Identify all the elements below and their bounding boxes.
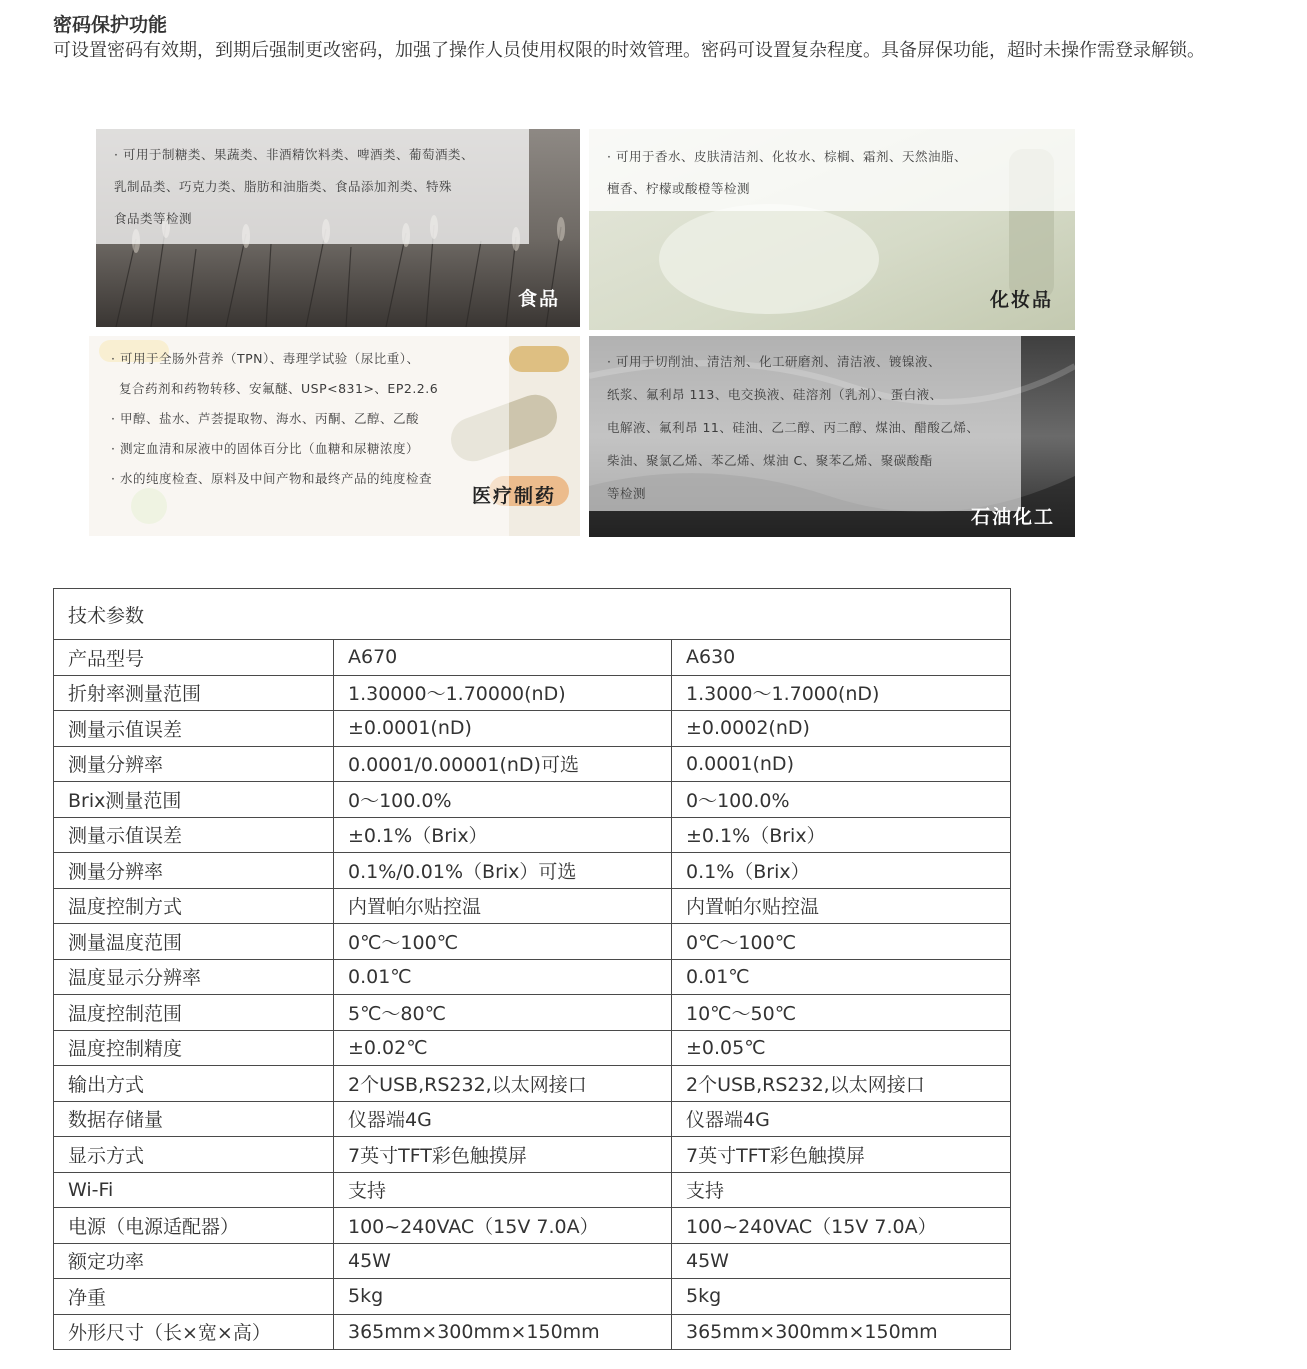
spec-value-a630: 0℃～100℃ xyxy=(672,924,1011,960)
spec-param-name: Brix测量范围 xyxy=(54,782,334,818)
spec-value-a630: 5kg xyxy=(672,1279,1011,1315)
spec-value-a670: ±0.02℃ xyxy=(334,1030,672,1066)
spec-value-a630: 365mm×300mm×150mm xyxy=(672,1314,1011,1350)
spec-param-name: 温度控制范围 xyxy=(54,995,334,1031)
spec-value-a670: 内置帕尔贴控温 xyxy=(334,888,672,924)
section-title: 密码保护功能 xyxy=(53,14,168,36)
spec-value-a670: 365mm×300mm×150mm xyxy=(334,1314,672,1350)
table-row xyxy=(54,1279,1011,1315)
spec-value-a630: ±0.1%（Brix） xyxy=(672,817,1011,853)
spec-value-a670: 100~240VAC（15V 7.0A） xyxy=(334,1208,672,1244)
spec-value-a630: ±0.0002(nD) xyxy=(672,711,1011,747)
spec-param-name: Wi-Fi xyxy=(54,1172,334,1208)
spec-value-a630: 10℃～50℃ xyxy=(672,995,1011,1031)
spec-param-name: 输出方式 xyxy=(54,1066,334,1102)
spec-param-name: 测量温度范围 xyxy=(54,924,334,960)
panel-petrochem-label: 石油化工 xyxy=(970,506,1055,528)
panel-medical xyxy=(89,336,580,536)
table-row xyxy=(54,1208,1011,1244)
spec-value-a670: 0.0001/0.00001(nD)可选 xyxy=(334,746,672,782)
spec-param-name: 温度控制方式 xyxy=(54,888,334,924)
panel-petrochem-line: · 可用于切削油、清洁剂、化工研磨剂、清洁液、镀镍液、 xyxy=(607,354,941,369)
table-row xyxy=(54,711,1011,747)
spec-table xyxy=(53,588,1011,1350)
panel-cosmetics-line: 檀香、柠檬或酸橙等检测 xyxy=(607,181,751,196)
spec-value-a670: 5℃～80℃ xyxy=(334,995,672,1031)
panel-medical-line: · 水的纯度检查、原料及中间产物和最终产品的纯度检查 xyxy=(111,471,432,486)
panel-food-label: 食品 xyxy=(517,288,560,310)
table-row xyxy=(54,1243,1011,1279)
spec-value-a670: 仪器端4G xyxy=(334,1101,672,1137)
spec-value-a670: 5kg xyxy=(334,1279,672,1315)
table-row xyxy=(54,1172,1011,1208)
panel-food-line: 食品类等检测 xyxy=(114,211,193,226)
spec-param-name: 温度显示分辨率 xyxy=(54,959,334,995)
spec-table-header-row xyxy=(54,589,1011,640)
spec-param-name: 测量分辨率 xyxy=(54,853,334,889)
spec-value-a630: 2个USB,RS232,以太网接口 xyxy=(672,1066,1011,1102)
spec-value-a630: 内置帕尔贴控温 xyxy=(672,888,1011,924)
spec-value-a630: 100~240VAC（15V 7.0A） xyxy=(672,1208,1011,1244)
spec-param-name: 显示方式 xyxy=(54,1137,334,1173)
table-row xyxy=(54,924,1011,960)
spec-param-name: 数据存储量 xyxy=(54,1101,334,1137)
panel-cosmetics xyxy=(589,129,1075,330)
spec-param-name: 额定功率 xyxy=(54,1243,334,1279)
spec-value-a630: 7英寸TFT彩色触摸屏 xyxy=(672,1137,1011,1173)
spec-param-name: 产品型号 xyxy=(54,640,334,676)
panel-petrochem-line: 柴油、聚氯乙烯、苯乙烯、煤油 C、聚苯乙烯、聚碳酸酯 xyxy=(607,453,933,468)
spec-value-a630: 0.0001(nD) xyxy=(672,746,1011,782)
spec-param-name: 折射率测量范围 xyxy=(54,675,334,711)
table-row xyxy=(54,888,1011,924)
panel-medical-line: · 甲醇、盐水、芦荟提取物、海水、丙酮、乙醇、乙酸 xyxy=(111,411,419,426)
table-row xyxy=(54,1030,1011,1066)
panel-food xyxy=(96,129,580,327)
panel-medical-label: 医疗制药 xyxy=(471,485,556,507)
panel-medical-line: 复合药剂和药物转移、安氟醚、USP<831>、EP2.2.6 xyxy=(119,381,439,396)
spec-value-a670: 1.30000～1.70000(nD) xyxy=(334,675,672,711)
panel-petrochem-line: 纸浆、氟利昂 113、电交换液、硅溶剂（乳剂）、蛋白液、 xyxy=(607,387,943,402)
spec-value-a630: 支持 xyxy=(672,1172,1011,1208)
spec-value-a670: A670 xyxy=(334,640,672,676)
table-row xyxy=(54,746,1011,782)
table-row xyxy=(54,1314,1011,1350)
table-row xyxy=(54,1137,1011,1173)
spec-value-a630: 0.1%（Brix） xyxy=(672,853,1011,889)
spec-table-header: 技术参数 xyxy=(54,589,1011,640)
table-row xyxy=(54,853,1011,889)
spec-param-name: 净重 xyxy=(54,1279,334,1315)
spec-value-a670: 2个USB,RS232,以太网接口 xyxy=(334,1066,672,1102)
table-row xyxy=(54,995,1011,1031)
spec-value-a670: ±0.0001(nD) xyxy=(334,711,672,747)
spec-param-name: 测量分辨率 xyxy=(54,746,334,782)
spec-value-a670: 7英寸TFT彩色触摸屏 xyxy=(334,1137,672,1173)
table-row xyxy=(54,1101,1011,1137)
panel-petrochem-line: 电解液、氟利昂 11、硅油、乙二醇、丙二醇、煤油、醋酸乙烯、 xyxy=(607,420,980,435)
spec-value-a670: 0.01℃ xyxy=(334,959,672,995)
spec-value-a630: ±0.05℃ xyxy=(672,1030,1011,1066)
table-row xyxy=(54,640,1011,676)
panel-cosmetics-label: 化妆品 xyxy=(989,289,1053,311)
spec-value-a630: 45W xyxy=(672,1243,1011,1279)
section-description: 可设置密码有效期，到期后强制更改密码，加强了操作人员使用权限的时效管理。密码可设置复杂程度。具备屏保功能，超时未操作需登录解锁。 xyxy=(53,40,1205,61)
spec-value-a670: 0～100.0% xyxy=(334,782,672,818)
panel-food-line: · 可用于制糖类、果蔬类、非酒精饮料类、啤酒类、葡萄酒类、 xyxy=(114,147,474,162)
panel-medical-line: · 测定血清和尿液中的固体百分比（血糖和尿糖浓度） xyxy=(111,441,419,456)
spec-param-name: 外形尺寸（长×宽×高） xyxy=(54,1314,334,1350)
table-row xyxy=(54,782,1011,818)
spec-value-a630: A630 xyxy=(672,640,1011,676)
table-row xyxy=(54,959,1011,995)
spec-param-name: 电源（电源适配器） xyxy=(54,1208,334,1244)
spec-value-a670: 0.1%/0.01%（Brix）可选 xyxy=(334,853,672,889)
panel-cosmetics-line: · 可用于香水、皮肤清洁剂、化妆水、棕榈、霜剂、天然油脂、 xyxy=(607,149,967,164)
panel-medical-line: · 可用于全肠外营养（TPN）、毒理学试验（尿比重）、 xyxy=(111,351,420,366)
spec-value-a670: ±0.1%（Brix） xyxy=(334,817,672,853)
table-row xyxy=(54,1066,1011,1102)
spec-value-a670: 45W xyxy=(334,1243,672,1279)
spec-param-name: 测量示值误差 xyxy=(54,711,334,747)
spec-value-a630: 0.01℃ xyxy=(672,959,1011,995)
spec-value-a630: 0～100.0% xyxy=(672,782,1011,818)
panel-food-line: 乳制品类、巧克力类、脂肪和油脂类、食品添加剂类、特殊 xyxy=(114,179,453,194)
spec-value-a670: 支持 xyxy=(334,1172,672,1208)
panel-petrochem xyxy=(589,336,1075,537)
spec-param-name: 测量示值误差 xyxy=(54,817,334,853)
table-row xyxy=(54,817,1011,853)
table-row xyxy=(54,675,1011,711)
spec-value-a630: 1.3000～1.7000(nD) xyxy=(672,675,1011,711)
spec-param-name: 温度控制精度 xyxy=(54,1030,334,1066)
spec-value-a630: 仪器端4G xyxy=(672,1101,1011,1137)
spec-value-a670: 0℃～100℃ xyxy=(334,924,672,960)
application-panels xyxy=(89,128,1075,537)
panel-petrochem-line: 等检测 xyxy=(607,486,647,501)
